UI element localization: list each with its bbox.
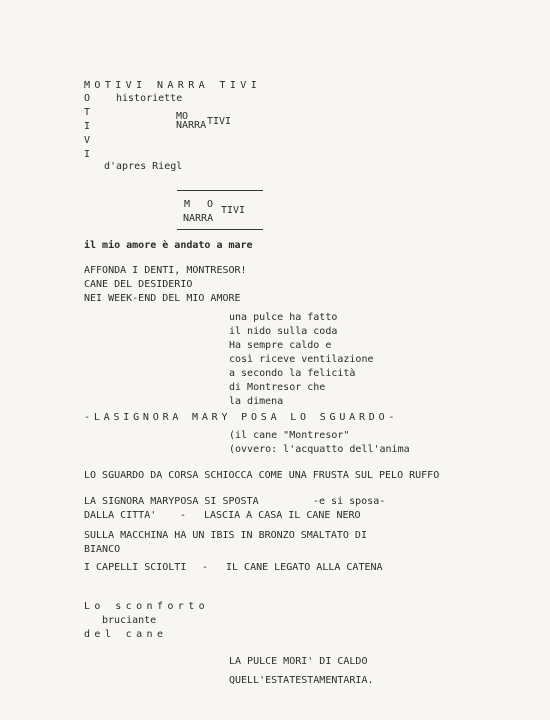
acrostic-letter: O xyxy=(84,93,91,104)
bottom-rule xyxy=(177,229,263,230)
line: -e si sposa- xyxy=(313,496,386,507)
line: NEI WEEK-END DEL MIO AMORE xyxy=(84,293,241,304)
line: la dimena xyxy=(229,396,284,407)
box-m: M xyxy=(184,199,191,210)
line: DALLA CITTA' xyxy=(84,510,157,521)
line: il nido sulla coda xyxy=(229,326,338,337)
line: così riceve ventilazione xyxy=(229,354,374,365)
line: QUELL'ESTATESTAMENTARIA. xyxy=(229,675,374,686)
line: SULLA MACCHINA HA UN IBIS IN BRONZO SMALTATO DI xyxy=(84,530,367,541)
acrostic-letter: V xyxy=(84,135,91,146)
dash: - xyxy=(180,510,187,521)
line: IL CANE LEGATO ALLA CATENA xyxy=(226,562,383,573)
vertical-acrostic xyxy=(84,92,90,162)
dash: - xyxy=(202,562,209,573)
line: AFFONDA I DENTI, MONTRESOR! xyxy=(84,265,247,276)
line: una pulce ha fatto xyxy=(229,312,338,323)
line: di Montresor che xyxy=(229,382,326,393)
narra-text: NARRA xyxy=(176,120,207,131)
line: a secondo la felicità xyxy=(229,368,356,379)
dapres-text: d'apres Riegl xyxy=(104,161,183,172)
line: LA PULCE MORI' DI CALDO xyxy=(229,656,368,667)
poem-title: MOTIVI NARRA TIVI xyxy=(84,80,262,91)
line: I CAPELLI SCIOLTI xyxy=(84,562,187,573)
tivi-text: TIVI xyxy=(207,116,232,127)
signora-line: -LASIGNORA MARY POSA LO SGUARDO- xyxy=(84,412,399,423)
acrostic-letter: I xyxy=(84,121,91,132)
sconforto-line: bruciante xyxy=(102,615,157,626)
line: BIANCO xyxy=(84,544,121,555)
historiette-text: historiette xyxy=(116,93,183,104)
mo-text: MO xyxy=(176,111,189,122)
line: LO SGUARDO DA CORSA SCHIOCCA COME UNA FRUSTA SUL PELO RUFFO xyxy=(84,470,440,481)
line: LA SIGNORA MARYPOSA SI SPOSTA xyxy=(84,496,259,507)
sconforto-line: del cane xyxy=(84,629,168,640)
box-tivi: TIVI xyxy=(221,205,246,216)
line: (il cane "Montresor" xyxy=(229,430,350,441)
line: LASCIA A CASA IL CANE NERO xyxy=(204,510,361,521)
acrostic-letter: I xyxy=(84,149,91,160)
sconforto-line: Lo sconforto xyxy=(84,601,210,612)
subtitle: il mio amore è andato a mare xyxy=(84,240,253,251)
line: (ovvero: l'acquatto dell'anima xyxy=(229,444,410,455)
line: CANE DEL DESIDERIO xyxy=(84,279,193,290)
line: Ha sempre caldo e xyxy=(229,340,332,351)
box-narra: NARRA xyxy=(183,213,214,224)
top-rule xyxy=(177,190,263,191)
acrostic-letter: T xyxy=(84,107,91,118)
box-o: O xyxy=(207,199,214,210)
